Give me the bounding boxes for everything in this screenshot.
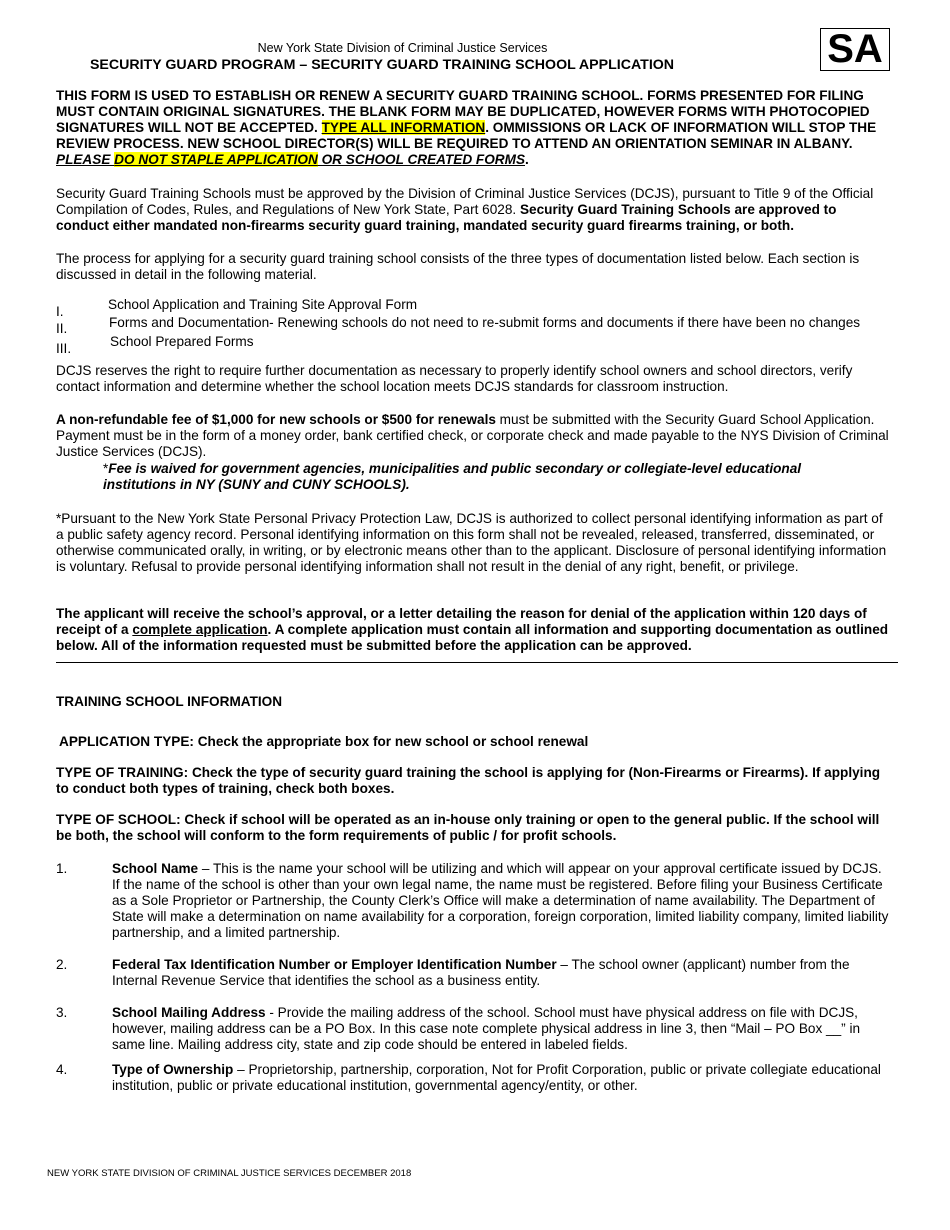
approval-paragraph xyxy=(56,186,891,234)
approval-notice-part2: . A complete application must contain all information and supporting documentation as outlined below. All of the information requested must be submitted before the application can be approved. xyxy=(56,622,889,653)
item-label: School Name xyxy=(112,861,199,876)
section-divider xyxy=(56,662,898,663)
page-footer: NEW YORK STATE DIVISION OF CRIMINAL JUSTICE SERVICES DECEMBER 2018 xyxy=(47,1168,412,1179)
item-label: Type of Ownership xyxy=(112,1062,234,1077)
agency-name: New York State Division of Criminal Justice Services xyxy=(257,41,548,55)
item-text: - Provide the mailing address of the school. School must have physical address on file with DCJS, however, mailing address can be a PO Box. In this case note complete physical address in line 3, then “Mail – PO Box __” in same line. Mailing address city, state and zip code should be entered in labeled fields. xyxy=(112,1005,861,1052)
fee-waiver-note xyxy=(103,461,863,493)
item-number: 2. xyxy=(56,957,68,972)
item-type-of-ownership xyxy=(112,1062,892,1094)
approval-notice-part1: The applicant will receive the school’s approval, or a letter detailing the reason for denial of the application within 120 days of receipt of a xyxy=(56,606,867,637)
item-number: 3. xyxy=(56,1005,68,1020)
type-all-information-highlight: TYPE ALL INFORMATION xyxy=(321,120,486,135)
reserves-paragraph: DCJS reserves the right to require further documentation as necessary to properly identify school owners and school directors, verify contact information and determine whether the school location meets DCJS standards for classroom instruction. xyxy=(56,363,853,394)
type-of-school-instructions: TYPE OF SCHOOL: Check if school will be operated as an in-house only training or open to the general public. If the school will be both, the school will conform to the form requirements of public / for profit schools. xyxy=(56,812,880,843)
section-text: School Prepared Forms xyxy=(110,334,254,349)
school-created-forms-text: OR SCHOOL CREATED FORMS xyxy=(317,152,526,167)
fee-normal-text: must be submitted with the Security Guard School Application. Payment must be in the form of a money order, bank certified check, or corporate check and made payable to the NYS Division of Criminal Justice Services (DCJS). xyxy=(56,412,889,459)
section-text: School Application and Training Site Approval Form xyxy=(108,297,418,312)
fee-waiver-text: Fee is waived for government agencies, municipalities and public secondary or collegiate-level educational institutions in NY (SUNY and CUNY SCHOOLS). xyxy=(103,461,802,492)
privacy-paragraph: *Pursuant to the New York State Personal Privacy Protection Law, DCJS is authorized to collect personal identifying information as part of a public safety agency record. Personal identifying information on this form shall not be revealed, released, transferred, disseminated, or otherwise communicated orally, in writing, or by electronic means other than to the applicant. Disclosure of personal identifying information is voluntary. Refusal to provide personal identifying information shall not result in the denial of any right, benefit, or privilege. xyxy=(56,511,887,574)
form-code-box: SA xyxy=(820,28,890,71)
intro-text-2: . OMMISSIONS OR LACK OF INFORMATION WILL STOP THE REVIEW PROCESS. NEW SCHOOL DIRECTOR(S) WILL BE REQUIRED TO ATTEND AN ORIENTATION SEMINAR IN ALBANY. xyxy=(56,120,877,151)
form-title: SECURITY GUARD PROGRAM – SECURITY GUARD TRAINING SCHOOL APPLICATION xyxy=(89,57,675,73)
approval-notice xyxy=(56,606,891,654)
item-text: – Proprietorship, partnership, corporation, Not for Profit Corporation, public or private collegiate educational institution, public or private educational institution, governmental agency/entity, or other. xyxy=(112,1062,881,1093)
complete-application-text: complete application xyxy=(132,622,268,637)
intro-text-1: THIS FORM IS USED TO ESTABLISH OR RENEW A SECURITY GUARD TRAINING SCHOOL. FORMS PRESENTED FOR FILING MUST CONTAIN ORIGINAL SIGNATURES. THE BLANK FORM MAY BE DUPLICATED, HOWEVER FORMS WITH PHOTOCOPIED SIGNATURES WILL NOT BE ACCEPTED. xyxy=(56,88,870,135)
item-label: School Mailing Address xyxy=(112,1005,266,1020)
section-number: III. xyxy=(56,341,72,356)
approval-normal-text: Security Guard Training Schools must be approved by the Division of Criminal Justice Services (DCJS), pursuant to Title 9 of the Official Compilation of Codes, Rules, and Regulations of New York State, Part 6028. xyxy=(56,186,874,217)
section-number: I. xyxy=(56,304,64,319)
do-not-staple-highlight: DO NOT STAPLE APPLICATION xyxy=(114,152,318,167)
type-of-training-instructions: TYPE OF TRAINING: Check the type of security guard training the school is applying for (Non-Firearms or Firearms). If applying to conduct both types of training, check both boxes. xyxy=(56,765,881,796)
intro-paragraph xyxy=(56,88,891,168)
fee-paragraph xyxy=(56,412,891,460)
application-type-instructions: APPLICATION TYPE: Check the appropriate box for new school or school renewal xyxy=(59,734,589,749)
fee-waiver-star: * xyxy=(103,461,109,476)
item-number: 1. xyxy=(56,861,68,876)
item-number: 4. xyxy=(56,1062,68,1077)
item-text: – The school owner (applicant) number from the Internal Revenue Service that identifies the school as a business entity. xyxy=(112,957,850,988)
item-tax-id xyxy=(112,957,892,989)
intro-end: . xyxy=(525,152,529,167)
approval-bold-text: Security Guard Training Schools are approved to conduct either mandated non-firearms security guard training, mandated security guard firearms training, or both. xyxy=(56,202,837,233)
training-school-heading: TRAINING SCHOOL INFORMATION xyxy=(56,694,283,709)
please-text: PLEASE xyxy=(56,152,115,167)
item-mailing-address xyxy=(112,1005,892,1053)
section-text: Forms and Documentation- Renewing schools do not need to re-submit forms and documents if there have been no changes xyxy=(109,315,861,330)
item-school-name xyxy=(112,861,892,941)
section-number: II. xyxy=(56,321,68,336)
fee-bold-text: A non-refundable fee of $1,000 for new schools or $500 for renewals xyxy=(56,412,496,427)
process-paragraph: The process for applying for a security guard training school consists of the three types of documentation listed below. Each section is discussed in detail in the following material. xyxy=(56,251,860,282)
item-label: Federal Tax Identification Number or Employer Identification Number xyxy=(112,957,557,972)
item-text: – This is the name your school will be utilizing and which will appear on your approval certificate issued by DCJS. If the name of the school is other than your own legal name, the name must be registered. Before filing your Business Certificate as a Sole Proprietor or Partnership, the County Clerk’s Office will make a determination of name availability. The Department of State will make a determination on name availability for a corporation, foreign corporation, limited liability company, limited liability partnership, and a limited partnership. xyxy=(112,861,889,940)
